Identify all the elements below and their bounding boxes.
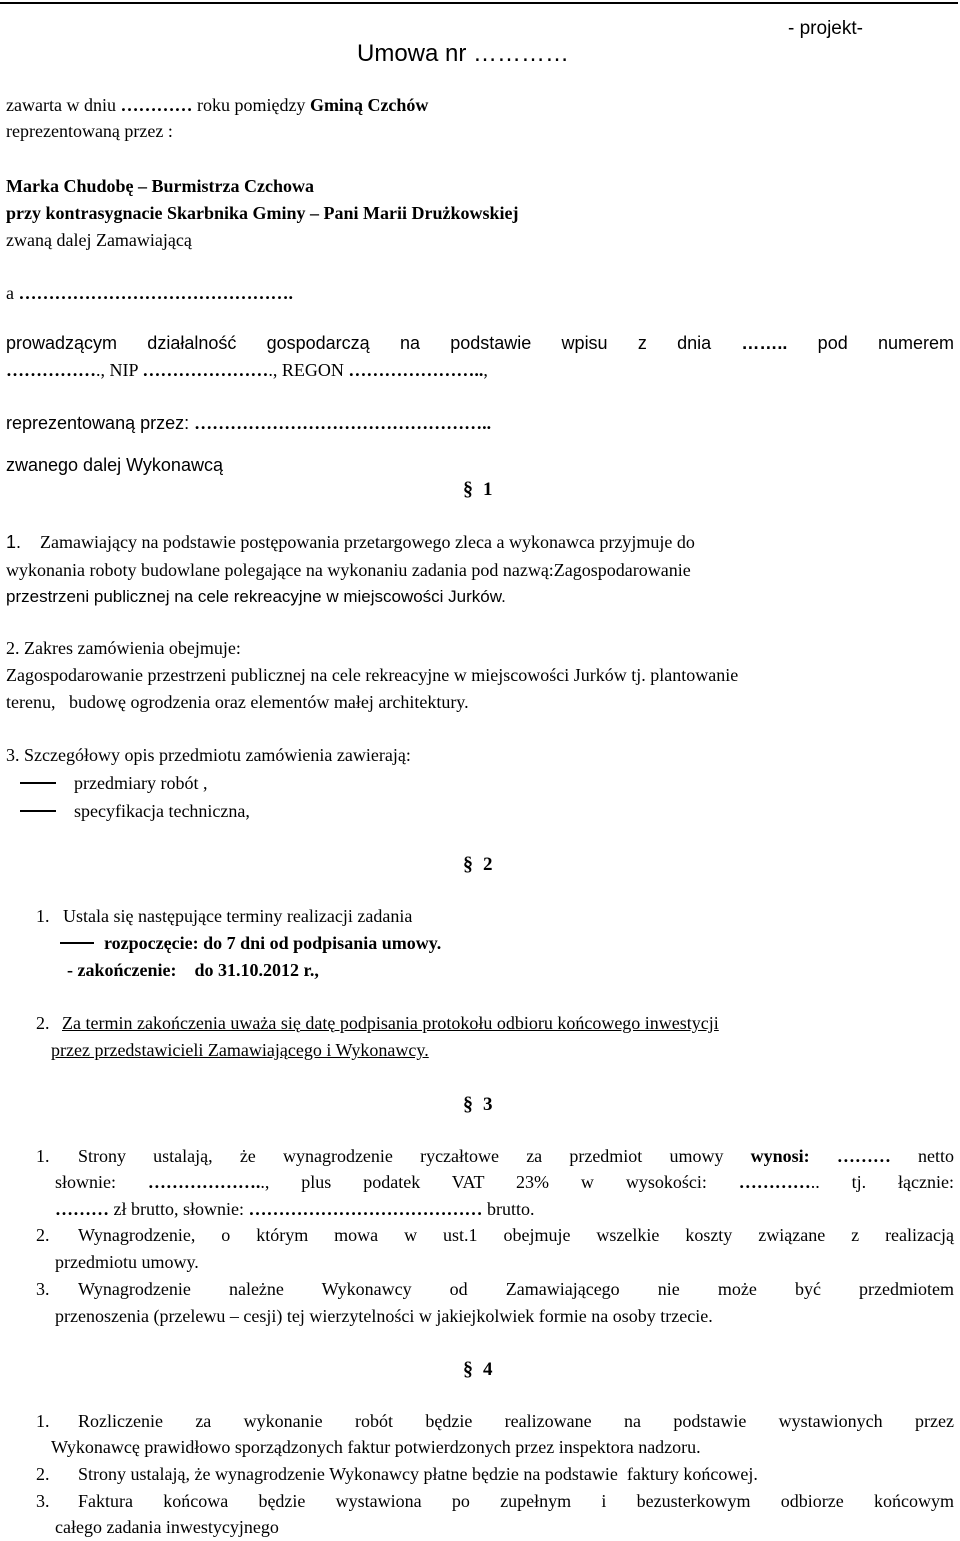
section-3-item-1-line-1: Strony ustalają, że wynagrodzenie ryczałtowe za przedmiot umowy wynosi: ……… netto: [78, 1146, 954, 1166]
section-4-item-3-line-2: całego zadania inwestycyjnego: [55, 1517, 279, 1537]
business-activity-line: prowadzącym działalność gospodarczą na podstawie wpisu z dnia …….. pod numerem: [6, 333, 955, 353]
section-4-item-3-num: 3.: [36, 1491, 50, 1511]
section-1-para-2-line-1: Zagospodarowanie przestrzeni publicznej na cele rekreacyjne w miejscowości Jurków tj. plantowanie: [6, 665, 739, 685]
section-4-item-2-num: 2.: [36, 1464, 50, 1484]
section-4-item-1-num: 1.: [36, 1411, 50, 1431]
section-4-heading: § 4: [463, 1358, 493, 1380]
section-1-heading: § 1: [463, 478, 493, 500]
represented-by-label: reprezentowaną przez :: [6, 121, 173, 141]
dash-bullet: [20, 810, 56, 812]
list-item: specyfikacja techniczna,: [0, 801, 250, 822]
section-3-item-3-num: 3.: [36, 1279, 50, 1299]
top-rule: [0, 2, 958, 4]
nip-regon-line: ……………., NIP …………………., REGON …………………..,: [6, 360, 488, 380]
dash-bullet: [60, 942, 94, 944]
section-4-item-1-line-1: Rozliczenie za wykonanie robót będzie realizowane na podstawie wystawionych przez: [78, 1411, 954, 1431]
section-2-heading: § 2: [463, 853, 493, 875]
section-3-item-1-line-2: słownie: ……………….., plus podatek VAT 23% w wysokości: ………….. tj. łącznie:: [55, 1172, 954, 1192]
section-1-para-3-title: 3. Szczegółowy opis przedmiotu zamówienia zawierają:: [6, 745, 411, 765]
ordering-party-label: zwaną dalej Zamawiającą: [6, 230, 192, 250]
document-title: Umowa nr …………: [357, 40, 570, 67]
section-2-end-term: - zakończenie: do 31.10.2012 r.,: [67, 960, 319, 980]
section-3-item-3-line-1: Wynagrodzenie należne Wykonawcy od Zamawiającego nie może być przedmiotem: [78, 1279, 954, 1299]
section-1-para-1-line-3: przestrzeni publicznej na cele rekreacyjne w miejscowości Jurków.: [6, 587, 506, 606]
section-3-item-3-line-2: przenoszenia (przelewu – cesji) tej wierzytelności w jakiejkolwiek formie na osoby trzecie.: [55, 1306, 713, 1326]
section-1-para-1: 1. Zamawiający na podstawie postępowania przetargowego zleca a wykonawca przyjmuje do: [6, 532, 695, 552]
section-3-item-2-num: 2.: [36, 1225, 50, 1245]
contractor-representative-line: reprezentowaną przez: …………………………………………..: [6, 413, 492, 433]
section-4-item-3-line-1: Faktura końcowa będzie wystawiona po zupełnym i bezusterkowym odbiorze końcowym: [78, 1491, 954, 1511]
dash-bullet: [20, 782, 56, 784]
representative-mayor: Marka Chudobę – Burmistrza Czchowa: [6, 176, 314, 196]
section-4-item-1-line-2: Wykonawcę prawidłowo sporządzonych faktur potwierdzonych przez inspektora nadzoru.: [51, 1437, 701, 1457]
representative-treasurer: przy kontrasygnacie Skarbnika Gminy – Pani Marii Drużkowskiej: [6, 203, 519, 223]
section-3-item-1-line-3: ……… zł brutto, słownie: ………………………………… brutto.: [55, 1199, 535, 1219]
section-1-para-2-line-2: terenu, budowę ogrodzenia oraz elementów małej architektury.: [6, 692, 469, 712]
section-4-item-2-line-1: Strony ustalają, że wynagrodzenie Wykonawcy płatne będzie na podstawie faktury końcowej.: [78, 1464, 758, 1484]
contractor-line: a ……………………………………….: [6, 283, 293, 303]
contractor-label: zwanego dalej Wykonawcą: [6, 455, 223, 475]
section-3-item-1-num: 1.: [36, 1146, 50, 1166]
section-2-para-1: 1. Ustala się następujące terminy realizacji zadania: [36, 906, 413, 926]
project-tag: - projekt-: [788, 18, 863, 39]
section-3-item-2-line-1: Wynagrodzenie, o którym mowa w ust.1 obejmuje wszelkie koszty związane z realizacją: [78, 1225, 954, 1245]
section-1-para-1-line-2: wykonania roboty budowlane polegające na wykonaniu zadania pod nazwą:Zagospodarowanie: [6, 560, 691, 580]
section-2-para-2: 2. Za termin zakończenia uważa się datę podpisania protokołu odbioru końcowego inwestycji: [36, 1013, 719, 1033]
list-item: przedmiary robót ,: [0, 773, 207, 794]
section-2-para-2-line-2: przez przedstawicieli Zamawiającego i Wykonawcy.: [51, 1040, 429, 1060]
section-1-para-2-title: 2. Zakres zamówienia obejmuje:: [6, 638, 241, 658]
section-2-start-term: rozpoczęcie: do 7 dni od podpisania umowy.: [36, 933, 441, 954]
contract-date-line: zawarta w dniu ………… roku pomiędzy Gminą Czchów: [6, 95, 429, 115]
section-3-item-2-line-2: przedmiotu umowy.: [55, 1252, 199, 1272]
section-3-heading: § 3: [463, 1093, 493, 1115]
